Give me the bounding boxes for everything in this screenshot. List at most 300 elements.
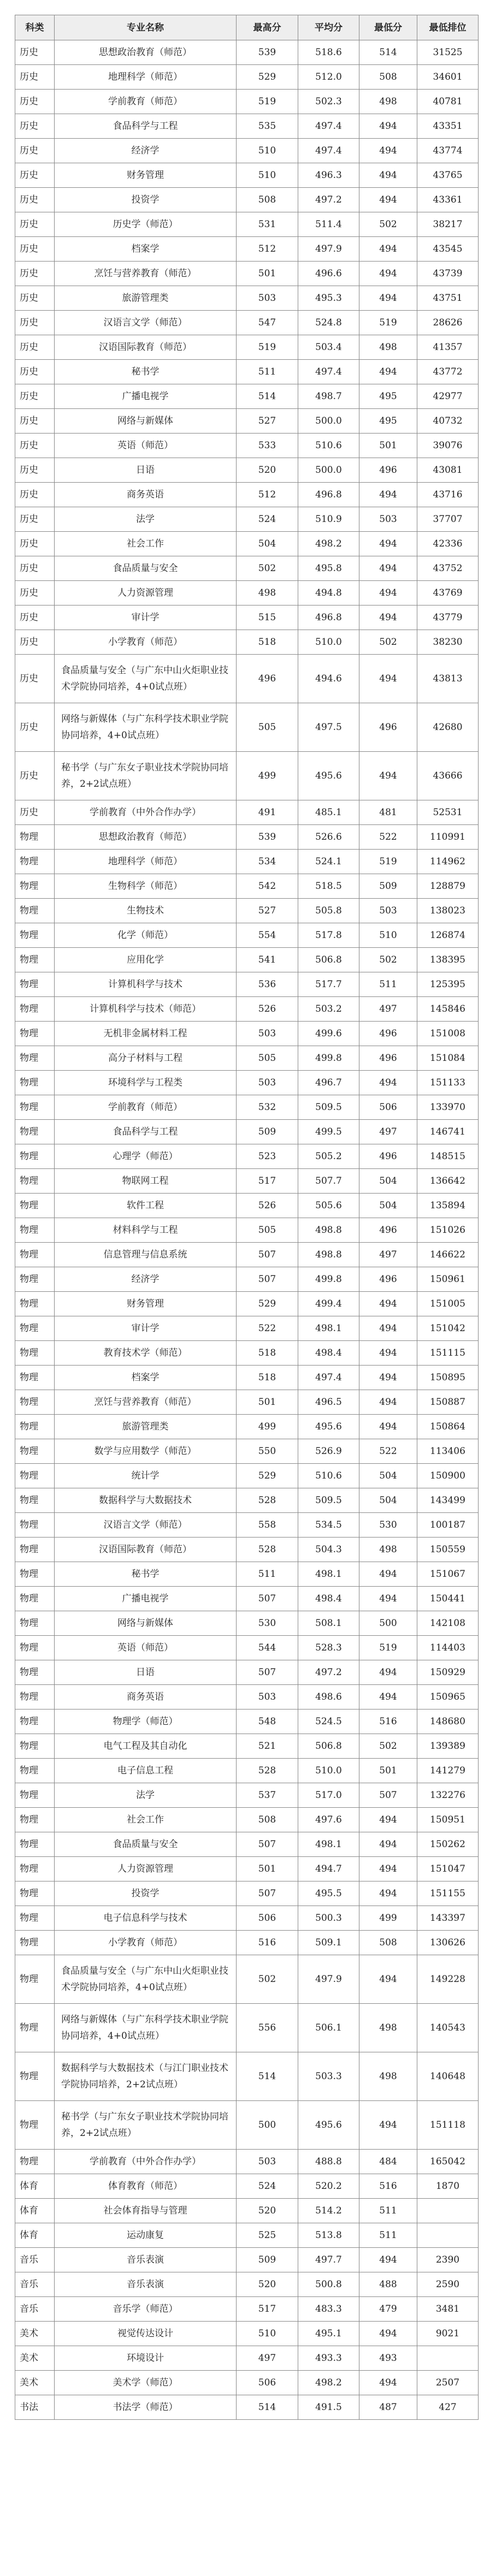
major-cell: 食品质量与安全（与广东中山火炬职业技术学院协同培养，4+0试点班）: [55, 655, 237, 703]
min-score-cell: 494: [359, 581, 417, 606]
avg-score-cell: 514.2: [298, 2199, 359, 2223]
table-row: [15, 972, 479, 997]
min-rank-cell: 148515: [417, 1144, 479, 1169]
min-score-cell: 519: [359, 850, 417, 874]
min-score-cell: 494: [359, 1071, 417, 1095]
min-rank-cell: 150441: [417, 1587, 479, 1611]
table-row: [15, 65, 479, 90]
avg-score-cell: 497.5: [298, 703, 359, 752]
category-cell: 物理: [15, 1243, 55, 1267]
min-rank-cell: 143397: [417, 1906, 479, 1931]
min-score-cell: 504: [359, 1169, 417, 1194]
table-row: [15, 1906, 479, 1931]
table-row: [15, 458, 479, 483]
major-cell: 教育技术学（师范）: [55, 1341, 237, 1366]
min-rank-cell: [417, 2199, 479, 2223]
max-score-cell: 511: [237, 1562, 298, 1587]
major-cell: 信息管理与信息系统: [55, 1243, 237, 1267]
category-cell: 物理: [15, 1218, 55, 1243]
major-cell: 数学与应用数学（师范）: [55, 1439, 237, 1464]
avg-score-cell: 499.8: [298, 1046, 359, 1071]
min-rank-cell: 151115: [417, 1341, 479, 1366]
max-score-cell: 529: [237, 1464, 298, 1488]
major-cell: 网络与新媒体（与广东科学技术职业学院协同培养，4+0试点班）: [55, 2004, 237, 2052]
avg-score-cell: 495.6: [298, 1415, 359, 1439]
max-score-cell: 503: [237, 1071, 298, 1095]
min-score-cell: 494: [359, 2371, 417, 2395]
min-score-cell: 494: [359, 139, 417, 163]
max-score-cell: 501: [237, 262, 298, 286]
min-score-cell: 504: [359, 1194, 417, 1218]
table-row: [15, 1660, 479, 1685]
avg-score-cell: 500.3: [298, 1906, 359, 1931]
major-cell: 投资学: [55, 1881, 237, 1906]
category-cell: 历史: [15, 65, 55, 90]
table-row: [15, 1366, 479, 1390]
min-score-cell: 511: [359, 2223, 417, 2248]
max-score-cell: 499: [237, 752, 298, 800]
min-score-cell: 494: [359, 655, 417, 703]
avg-score-cell: 500.0: [298, 409, 359, 434]
max-score-cell: 515: [237, 606, 298, 630]
min-rank-cell: 126874: [417, 923, 479, 948]
max-score-cell: 502: [237, 556, 298, 581]
avg-score-cell: 499.6: [298, 1022, 359, 1046]
min-rank-cell: 141279: [417, 1759, 479, 1783]
min-score-cell: 514: [359, 40, 417, 65]
max-score-cell: 521: [237, 1734, 298, 1759]
avg-score-cell: 524.8: [298, 311, 359, 335]
category-cell: 历史: [15, 752, 55, 800]
max-score-cell: 499: [237, 1415, 298, 1439]
table-row: [15, 1759, 479, 1783]
max-score-cell: 505: [237, 1218, 298, 1243]
major-cell: 英语（师范）: [55, 434, 237, 458]
avg-score-cell: 498.2: [298, 532, 359, 556]
max-score-cell: 536: [237, 972, 298, 997]
min-rank-cell: 110991: [417, 825, 479, 850]
max-score-cell: 548: [237, 1710, 298, 1734]
avg-score-cell: 494.8: [298, 581, 359, 606]
major-cell: 小学教育（师范）: [55, 630, 237, 655]
category-cell: 历史: [15, 163, 55, 188]
major-cell: 数据科学与大数据技术（与江门职业技术学院协同培养，2+2试点班）: [55, 2052, 237, 2101]
min-score-cell: 494: [359, 532, 417, 556]
avg-score-cell: 493.3: [298, 2346, 359, 2371]
min-rank-cell: 43351: [417, 114, 479, 139]
min-rank-cell: 41357: [417, 335, 479, 360]
min-score-cell: 487: [359, 2395, 417, 2420]
category-cell: 物理: [15, 1759, 55, 1783]
category-cell: 历史: [15, 384, 55, 409]
avg-score-cell: 497.6: [298, 1808, 359, 1832]
max-score-cell: 498: [237, 581, 298, 606]
max-score-cell: 544: [237, 1636, 298, 1660]
max-score-cell: 541: [237, 948, 298, 972]
min-score-cell: 494: [359, 2322, 417, 2346]
min-score-cell: 494: [359, 360, 417, 384]
avg-score-cell: 510.6: [298, 1464, 359, 1488]
min-rank-cell: 43779: [417, 606, 479, 630]
admission-score-table: [15, 15, 479, 2420]
category-cell: 物理: [15, 923, 55, 948]
min-score-cell: 494: [359, 1660, 417, 1685]
avg-score-cell: 498.8: [298, 1243, 359, 1267]
table-row: [15, 483, 479, 507]
max-score-cell: 526: [237, 997, 298, 1022]
max-score-cell: 491: [237, 800, 298, 825]
major-cell: 商务英语: [55, 483, 237, 507]
max-score-cell: 520: [237, 458, 298, 483]
min-rank-cell: 151005: [417, 1292, 479, 1316]
min-score-cell: 497: [359, 997, 417, 1022]
min-rank-cell: 150961: [417, 1267, 479, 1292]
category-cell: 音乐: [15, 2297, 55, 2322]
category-cell: 物理: [15, 1390, 55, 1415]
table-row: [15, 997, 479, 1022]
major-cell: 美术学（师范）: [55, 2371, 237, 2395]
min-score-cell: 494: [359, 752, 417, 800]
min-score-cell: 479: [359, 2297, 417, 2322]
major-cell: 网络与新媒体（与广东科学技术职业学院协同培养，4+0试点班）: [55, 703, 237, 752]
category-cell: 物理: [15, 1587, 55, 1611]
avg-score-cell: 495.6: [298, 752, 359, 800]
category-cell: 物理: [15, 1513, 55, 1538]
avg-score-cell: 497.4: [298, 1366, 359, 1390]
min-score-cell: 508: [359, 65, 417, 90]
avg-score-cell: 499.5: [298, 1120, 359, 1144]
avg-score-cell: 499.8: [298, 1267, 359, 1292]
table-row: [15, 655, 479, 703]
avg-score-cell: 496.8: [298, 606, 359, 630]
min-rank-cell: 1870: [417, 2174, 479, 2199]
avg-score-cell: 497.4: [298, 139, 359, 163]
table-row: [15, 1144, 479, 1169]
min-score-cell: 494: [359, 1341, 417, 1366]
max-score-cell: 514: [237, 2052, 298, 2101]
major-cell: 食品科学与工程: [55, 114, 237, 139]
avg-score-cell: 506.8: [298, 1734, 359, 1759]
max-score-cell: 519: [237, 90, 298, 114]
category-cell: 历史: [15, 581, 55, 606]
table-row: [15, 1120, 479, 1144]
major-cell: 经济学: [55, 1267, 237, 1292]
max-score-cell: 556: [237, 2004, 298, 2052]
max-score-cell: 526: [237, 1194, 298, 1218]
table-row: [15, 2322, 479, 2346]
avg-score-cell: 510.0: [298, 630, 359, 655]
major-cell: 体育教育（师范）: [55, 2174, 237, 2199]
min-score-cell: 496: [359, 1218, 417, 1243]
max-score-cell: 537: [237, 1783, 298, 1808]
category-cell: 物理: [15, 1955, 55, 2004]
min-score-cell: 488: [359, 2272, 417, 2297]
avg-score-cell: 505.6: [298, 1194, 359, 1218]
max-score-cell: 534: [237, 850, 298, 874]
min-rank-cell: 148680: [417, 1710, 479, 1734]
min-rank-cell: 42680: [417, 703, 479, 752]
avg-score-cell: 507.7: [298, 1169, 359, 1194]
avg-score-cell: 495.5: [298, 1881, 359, 1906]
min-score-cell: 484: [359, 2150, 417, 2174]
min-rank-cell: 151042: [417, 1316, 479, 1341]
min-score-cell: 503: [359, 899, 417, 923]
category-cell: 物理: [15, 1169, 55, 1194]
avg-score-cell: 488.8: [298, 2150, 359, 2174]
min-score-cell: 500: [359, 1611, 417, 1636]
major-cell: 汉语言文学（师范）: [55, 1513, 237, 1538]
category-cell: 物理: [15, 850, 55, 874]
category-cell: 物理: [15, 1464, 55, 1488]
max-score-cell: 518: [237, 1366, 298, 1390]
avg-score-cell: 498.4: [298, 1587, 359, 1611]
major-cell: 汉语国际教育（师范）: [55, 1538, 237, 1562]
min-score-cell: 495: [359, 384, 417, 409]
table-row: [15, 556, 479, 581]
min-rank-cell: 138395: [417, 948, 479, 972]
major-cell: 物理学（师范）: [55, 1710, 237, 1734]
table-row: [15, 1538, 479, 1562]
min-score-cell: 494: [359, 237, 417, 262]
max-score-cell: 502: [237, 1955, 298, 2004]
category-cell: 体育: [15, 2174, 55, 2199]
major-cell: 食品科学与工程: [55, 1120, 237, 1144]
major-cell: 音乐表演: [55, 2272, 237, 2297]
avg-score-cell: 494.6: [298, 655, 359, 703]
min-score-cell: 502: [359, 212, 417, 237]
avg-score-cell: 498.1: [298, 1316, 359, 1341]
min-rank-cell: 151047: [417, 1857, 479, 1881]
min-rank-cell: 130626: [417, 1931, 479, 1955]
min-rank-cell: 43666: [417, 752, 479, 800]
max-score-cell: 550: [237, 1439, 298, 1464]
min-score-cell: 506: [359, 1095, 417, 1120]
category-cell: 物理: [15, 948, 55, 972]
min-score-cell: 494: [359, 1292, 417, 1316]
max-score-cell: 529: [237, 65, 298, 90]
header-min-rank: 最低排位: [417, 15, 479, 40]
major-cell: 投资学: [55, 188, 237, 212]
table-row: [15, 630, 479, 655]
category-cell: 历史: [15, 606, 55, 630]
table-row: [15, 163, 479, 188]
table-row: [15, 1095, 479, 1120]
category-cell: 物理: [15, 1046, 55, 1071]
major-cell: 秘书学: [55, 1562, 237, 1587]
category-cell: 物理: [15, 1488, 55, 1513]
category-cell: 物理: [15, 997, 55, 1022]
avg-score-cell: 510.9: [298, 507, 359, 532]
table-row: [15, 2272, 479, 2297]
min-score-cell: 516: [359, 1710, 417, 1734]
min-score-cell: 507: [359, 1783, 417, 1808]
major-cell: 旅游管理类: [55, 286, 237, 311]
min-rank-cell: 125395: [417, 972, 479, 997]
category-cell: 历史: [15, 532, 55, 556]
max-score-cell: 527: [237, 899, 298, 923]
major-cell: 日语: [55, 1660, 237, 1685]
category-cell: 物理: [15, 1316, 55, 1341]
max-score-cell: 528: [237, 1488, 298, 1513]
category-cell: 物理: [15, 1071, 55, 1095]
min-rank-cell: 34601: [417, 65, 479, 90]
table-row: [15, 1267, 479, 1292]
min-rank-cell: 2590: [417, 2272, 479, 2297]
table-row: [15, 286, 479, 311]
min-score-cell: 522: [359, 825, 417, 850]
avg-score-cell: 517.7: [298, 972, 359, 997]
category-cell: 书法: [15, 2395, 55, 2420]
avg-score-cell: 498.7: [298, 384, 359, 409]
category-cell: 历史: [15, 360, 55, 384]
min-rank-cell: 100187: [417, 1513, 479, 1538]
table-row: [15, 507, 479, 532]
avg-score-cell: 513.8: [298, 2223, 359, 2248]
avg-score-cell: 495.3: [298, 286, 359, 311]
min-score-cell: 494: [359, 2248, 417, 2272]
min-rank-cell: 37707: [417, 507, 479, 532]
min-score-cell: 530: [359, 1513, 417, 1538]
table-row: [15, 899, 479, 923]
major-cell: 计算机科学与技术（师范）: [55, 997, 237, 1022]
major-cell: 电子信息工程: [55, 1759, 237, 1783]
avg-score-cell: 503.2: [298, 997, 359, 1022]
max-score-cell: 497: [237, 2346, 298, 2371]
min-score-cell: 519: [359, 1636, 417, 1660]
max-score-cell: 539: [237, 825, 298, 850]
min-rank-cell: 150887: [417, 1390, 479, 1415]
category-cell: 历史: [15, 556, 55, 581]
major-cell: 心理学（师范）: [55, 1144, 237, 1169]
table-row: [15, 1587, 479, 1611]
major-cell: 社会体育指导与管理: [55, 2199, 237, 2223]
max-score-cell: 514: [237, 384, 298, 409]
major-cell: 审计学: [55, 606, 237, 630]
category-cell: 历史: [15, 507, 55, 532]
min-rank-cell: 150864: [417, 1415, 479, 1439]
category-cell: 物理: [15, 874, 55, 899]
min-score-cell: 496: [359, 703, 417, 752]
max-score-cell: 523: [237, 1144, 298, 1169]
min-rank-cell: 151155: [417, 1881, 479, 1906]
table-row: [15, 139, 479, 163]
table-row: [15, 581, 479, 606]
major-cell: 思想政治教育（师范）: [55, 40, 237, 65]
min-score-cell: 502: [359, 1734, 417, 1759]
min-score-cell: 494: [359, 1808, 417, 1832]
category-cell: 历史: [15, 655, 55, 703]
major-cell: 地理科学（师范）: [55, 850, 237, 874]
avg-score-cell: 498.1: [298, 1562, 359, 1587]
max-score-cell: 507: [237, 1243, 298, 1267]
table-row: [15, 2199, 479, 2223]
max-score-cell: 503: [237, 2150, 298, 2174]
max-score-cell: 531: [237, 212, 298, 237]
avg-score-cell: 503.3: [298, 2052, 359, 2101]
max-score-cell: 512: [237, 483, 298, 507]
category-cell: 物理: [15, 1120, 55, 1144]
min-rank-cell: 31525: [417, 40, 479, 65]
avg-score-cell: 506.8: [298, 948, 359, 972]
min-rank-cell: 114962: [417, 850, 479, 874]
max-score-cell: 524: [237, 2174, 298, 2199]
table-row: [15, 360, 479, 384]
major-cell: 旅游管理类: [55, 1415, 237, 1439]
major-cell: 历史学（师范）: [55, 212, 237, 237]
category-cell: 物理: [15, 1734, 55, 1759]
min-rank-cell: 138023: [417, 899, 479, 923]
table-row: [15, 2248, 479, 2272]
avg-score-cell: 500.8: [298, 2272, 359, 2297]
category-cell: 历史: [15, 212, 55, 237]
avg-score-cell: 505.8: [298, 899, 359, 923]
major-cell: 食品质量与安全: [55, 1832, 237, 1857]
max-score-cell: 510: [237, 2322, 298, 2346]
min-rank-cell: 43751: [417, 286, 479, 311]
min-rank-cell: 43081: [417, 458, 479, 483]
category-cell: 历史: [15, 40, 55, 65]
max-score-cell: 508: [237, 188, 298, 212]
category-cell: 历史: [15, 434, 55, 458]
table-row: [15, 1832, 479, 1857]
major-cell: 化学（师范）: [55, 923, 237, 948]
max-score-cell: 528: [237, 1538, 298, 1562]
min-rank-cell: 140648: [417, 2052, 479, 2101]
major-cell: 财务管理: [55, 163, 237, 188]
table-row: [15, 2297, 479, 2322]
max-score-cell: 516: [237, 1931, 298, 1955]
max-score-cell: 501: [237, 1390, 298, 1415]
table-row: [15, 1415, 479, 1439]
avg-score-cell: 496.6: [298, 262, 359, 286]
table-row: [15, 114, 479, 139]
avg-score-cell: 498.1: [298, 1832, 359, 1857]
major-cell: 经济学: [55, 139, 237, 163]
table-row: [15, 800, 479, 825]
table-row: [15, 703, 479, 752]
min-score-cell: 494: [359, 483, 417, 507]
header-row: [15, 15, 479, 40]
avg-score-cell: 498.8: [298, 1218, 359, 1243]
major-cell: 人力资源管理: [55, 581, 237, 606]
max-score-cell: 520: [237, 2199, 298, 2223]
major-cell: 学前教育（师范）: [55, 90, 237, 114]
header-category: 科类: [15, 15, 55, 40]
max-score-cell: 510: [237, 139, 298, 163]
avg-score-cell: 500.0: [298, 458, 359, 483]
min-score-cell: 497: [359, 1243, 417, 1267]
major-cell: 地理科学（师范）: [55, 65, 237, 90]
min-rank-cell: 142108: [417, 1611, 479, 1636]
category-cell: 物理: [15, 1267, 55, 1292]
max-score-cell: 542: [237, 874, 298, 899]
min-rank-cell: 143499: [417, 1488, 479, 1513]
table-row: [15, 2174, 479, 2199]
max-score-cell: 503: [237, 1022, 298, 1046]
category-cell: 物理: [15, 2052, 55, 2101]
avg-score-cell: 528.3: [298, 1636, 359, 1660]
category-cell: 历史: [15, 311, 55, 335]
min-rank-cell: 133970: [417, 1095, 479, 1120]
min-score-cell: 494: [359, 286, 417, 311]
major-cell: 高分子材料与工程: [55, 1046, 237, 1071]
table-row: [15, 1513, 479, 1538]
category-cell: 历史: [15, 409, 55, 434]
min-rank-cell: 149228: [417, 1955, 479, 2004]
min-score-cell: 494: [359, 1316, 417, 1341]
avg-score-cell: 512.0: [298, 65, 359, 90]
max-score-cell: 507: [237, 1587, 298, 1611]
